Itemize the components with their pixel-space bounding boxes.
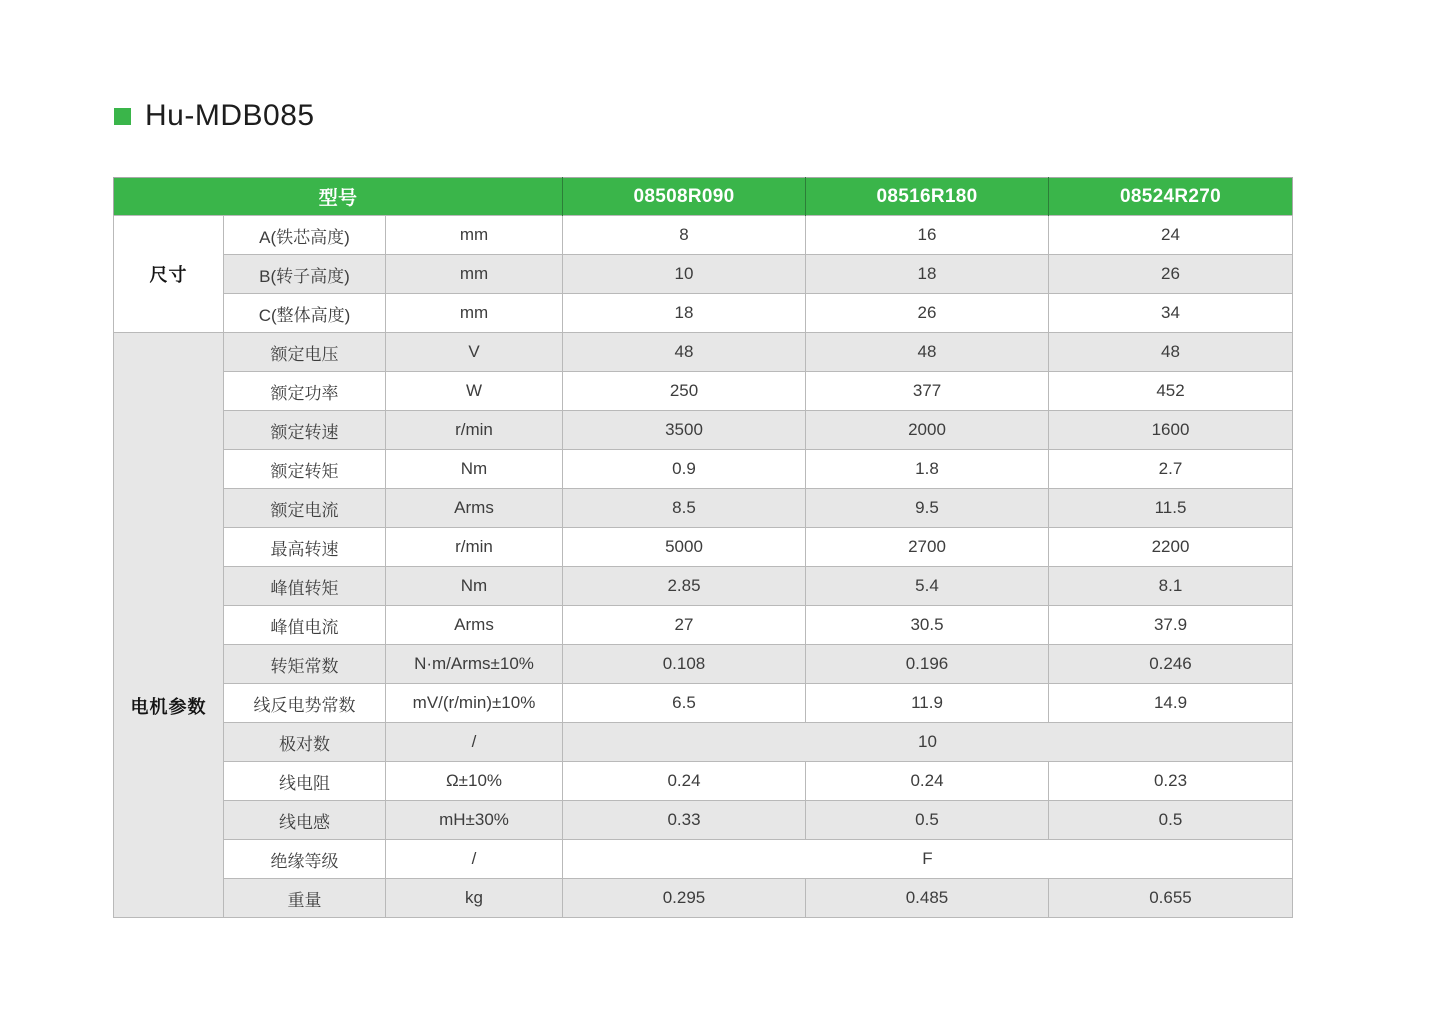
section-heading bbox=[114, 101, 315, 131]
model-header: 08508R090 bbox=[563, 178, 806, 216]
param-name: 绝缘等级 bbox=[224, 840, 386, 879]
table-row bbox=[114, 606, 1293, 645]
param-value: 377 bbox=[806, 372, 1049, 411]
param-value: 48 bbox=[806, 333, 1049, 372]
param-value: 5.4 bbox=[806, 567, 1049, 606]
param-value: 26 bbox=[1049, 255, 1293, 294]
param-value: 5000 bbox=[563, 528, 806, 567]
param-name: 最高转速 bbox=[224, 528, 386, 567]
param-name: 转矩常数 bbox=[224, 645, 386, 684]
spec-table-container bbox=[113, 177, 1293, 918]
spec-table-body bbox=[114, 216, 1293, 918]
param-value: 0.33 bbox=[563, 801, 806, 840]
param-unit: / bbox=[386, 723, 563, 762]
table-row bbox=[114, 450, 1293, 489]
param-name: 峰值电流 bbox=[224, 606, 386, 645]
param-value: 0.196 bbox=[806, 645, 1049, 684]
param-value: 10 bbox=[563, 723, 1293, 762]
param-value: 8.1 bbox=[1049, 567, 1293, 606]
param-value: 0.24 bbox=[563, 762, 806, 801]
param-name: 峰值转矩 bbox=[224, 567, 386, 606]
param-name: 额定转速 bbox=[224, 411, 386, 450]
group-cell: 尺寸 bbox=[114, 216, 224, 333]
param-value: 14.9 bbox=[1049, 684, 1293, 723]
model-header: 08516R180 bbox=[806, 178, 1049, 216]
param-value: 30.5 bbox=[806, 606, 1049, 645]
param-value: 0.246 bbox=[1049, 645, 1293, 684]
table-row bbox=[114, 762, 1293, 801]
param-name: A(铁芯高度) bbox=[224, 216, 386, 255]
param-value: 2000 bbox=[806, 411, 1049, 450]
param-value: 1.8 bbox=[806, 450, 1049, 489]
param-name: 极对数 bbox=[224, 723, 386, 762]
param-name: 线电感 bbox=[224, 801, 386, 840]
param-value: F bbox=[563, 840, 1293, 879]
param-unit: r/min bbox=[386, 528, 563, 567]
green-square-bullet-icon bbox=[114, 108, 131, 125]
param-unit: Arms bbox=[386, 489, 563, 528]
param-value: 11.5 bbox=[1049, 489, 1293, 528]
param-value: 2.85 bbox=[563, 567, 806, 606]
param-value: 0.5 bbox=[1049, 801, 1293, 840]
param-unit: mH±30% bbox=[386, 801, 563, 840]
param-unit: Nm bbox=[386, 450, 563, 489]
param-value: 26 bbox=[806, 294, 1049, 333]
param-value: 452 bbox=[1049, 372, 1293, 411]
param-unit: kg bbox=[386, 879, 563, 918]
param-value: 2200 bbox=[1049, 528, 1293, 567]
page-title: Hu-MDB085 bbox=[145, 99, 315, 132]
param-unit: / bbox=[386, 840, 563, 879]
param-value: 27 bbox=[563, 606, 806, 645]
table-row bbox=[114, 879, 1293, 918]
table-row bbox=[114, 216, 1293, 255]
spec-table bbox=[113, 177, 1293, 918]
param-value: 16 bbox=[806, 216, 1049, 255]
table-row bbox=[114, 528, 1293, 567]
param-unit: N·m/Arms±10% bbox=[386, 645, 563, 684]
param-name: 额定电流 bbox=[224, 489, 386, 528]
param-value: 2.7 bbox=[1049, 450, 1293, 489]
param-unit: mm bbox=[386, 294, 563, 333]
param-value: 8.5 bbox=[563, 489, 806, 528]
param-name: 线电阻 bbox=[224, 762, 386, 801]
param-unit: Ω±10% bbox=[386, 762, 563, 801]
param-value: 24 bbox=[1049, 216, 1293, 255]
param-unit: Nm bbox=[386, 567, 563, 606]
param-name: B(转子高度) bbox=[224, 255, 386, 294]
param-unit: mV/(r/min)±10% bbox=[386, 684, 563, 723]
param-value: 48 bbox=[1049, 333, 1293, 372]
param-unit: mm bbox=[386, 255, 563, 294]
model-label-header: 型号 bbox=[114, 178, 563, 216]
table-row bbox=[114, 723, 1293, 762]
table-row bbox=[114, 255, 1293, 294]
param-value: 18 bbox=[806, 255, 1049, 294]
param-name: 额定转矩 bbox=[224, 450, 386, 489]
param-value: 0.295 bbox=[563, 879, 806, 918]
table-row bbox=[114, 645, 1293, 684]
table-row bbox=[114, 489, 1293, 528]
param-value: 11.9 bbox=[806, 684, 1049, 723]
table-row bbox=[114, 294, 1293, 333]
param-value: 6.5 bbox=[563, 684, 806, 723]
spec-table-head bbox=[114, 178, 1293, 216]
param-value: 48 bbox=[563, 333, 806, 372]
param-name: C(整体高度) bbox=[224, 294, 386, 333]
group-cell: 电机参数 bbox=[114, 333, 224, 918]
table-row bbox=[114, 372, 1293, 411]
table-row bbox=[114, 801, 1293, 840]
param-value: 3500 bbox=[563, 411, 806, 450]
param-value: 0.655 bbox=[1049, 879, 1293, 918]
param-value: 1600 bbox=[1049, 411, 1293, 450]
param-name: 额定功率 bbox=[224, 372, 386, 411]
param-value: 8 bbox=[563, 216, 806, 255]
param-unit: r/min bbox=[386, 411, 563, 450]
param-unit: mm bbox=[386, 216, 563, 255]
param-name: 线反电势常数 bbox=[224, 684, 386, 723]
param-unit: Arms bbox=[386, 606, 563, 645]
table-row bbox=[114, 840, 1293, 879]
param-value: 34 bbox=[1049, 294, 1293, 333]
param-value: 9.5 bbox=[806, 489, 1049, 528]
header-row bbox=[114, 178, 1293, 216]
param-value: 0.9 bbox=[563, 450, 806, 489]
param-value: 18 bbox=[563, 294, 806, 333]
param-value: 37.9 bbox=[1049, 606, 1293, 645]
table-row bbox=[114, 684, 1293, 723]
param-value: 0.485 bbox=[806, 879, 1049, 918]
param-value: 0.23 bbox=[1049, 762, 1293, 801]
table-row bbox=[114, 567, 1293, 606]
model-header: 08524R270 bbox=[1049, 178, 1293, 216]
param-value: 10 bbox=[563, 255, 806, 294]
param-name: 额定电压 bbox=[224, 333, 386, 372]
param-value: 250 bbox=[563, 372, 806, 411]
param-value: 0.24 bbox=[806, 762, 1049, 801]
param-value: 0.5 bbox=[806, 801, 1049, 840]
param-value: 0.108 bbox=[563, 645, 806, 684]
param-unit: V bbox=[386, 333, 563, 372]
table-row bbox=[114, 333, 1293, 372]
table-row bbox=[114, 411, 1293, 450]
param-name: 重量 bbox=[224, 879, 386, 918]
param-value: 2700 bbox=[806, 528, 1049, 567]
param-unit: W bbox=[386, 372, 563, 411]
